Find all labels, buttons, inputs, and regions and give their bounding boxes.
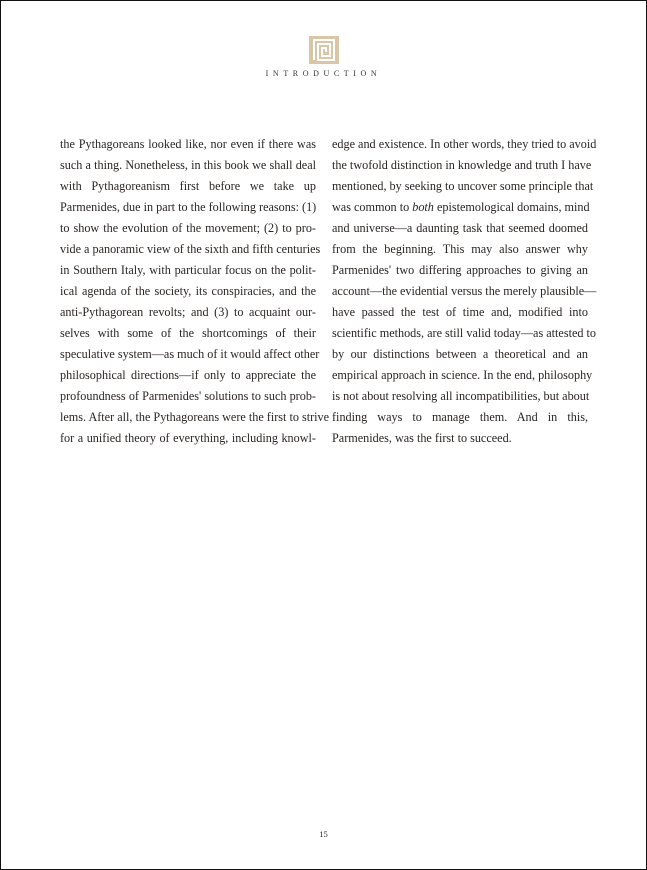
text-line: in Southern Italy, with particular focus on the polit-: [60, 263, 316, 277]
greek-key-ornament: [309, 36, 339, 64]
text-line: mentioned, by seeking to uncover some principle that: [332, 179, 594, 193]
text-line: speculative system—as much of it would affect other: [60, 347, 320, 361]
text-line: the Pythagoreans looked like, nor even if there was: [60, 137, 316, 151]
text-line: empirical approach in science. In the end, philosophy: [332, 368, 593, 382]
text-line: is not about resolving all incompatibilities, but about: [332, 389, 590, 403]
text-line: the twofold distinction in knowledge and truth I have: [332, 158, 592, 172]
text-line: from the beginning. This may also answer why: [332, 242, 588, 256]
text-line: vide a panoramic view of the sixth and fifth centuries: [60, 242, 321, 256]
text-segment: epistemological domains, mind: [433, 200, 590, 214]
text-line-with-emphasis: [332, 197, 588, 218]
text-line: scientific methods, are still valid today—as attested to: [332, 326, 596, 340]
text-line: selves with some of the shortcomings of their: [60, 326, 316, 340]
text-line: such a thing. Nonetheless, in this book we shall deal: [60, 158, 316, 172]
emphasis-word: both: [412, 200, 434, 214]
text-line: for a unified theory of everything, including knowl-: [60, 431, 316, 445]
text-line: by our distinctions between a theoretical and an: [332, 347, 588, 361]
page-number: 15: [319, 829, 328, 839]
text-line: philosophical directions—if only to appreciate the: [60, 368, 316, 382]
greek-key-icon: [309, 36, 339, 64]
text-line: with Pythagoreanism first before we take up: [60, 179, 316, 193]
text-line: profoundness of Parmenides' solutions to such prob-: [60, 389, 316, 403]
running-head: INTRODUCTION: [265, 69, 382, 78]
text-line: edge and existence. In other words, they tried to avoid: [332, 137, 597, 151]
text-line: lems. After all, the Pythagoreans were the first to strive: [60, 410, 330, 424]
text-line: account—the evidential versus the merely plausible—: [332, 284, 597, 298]
text-line: to show the evolution of the movement; (2) to pro-: [60, 221, 316, 235]
text-line: ical agenda of the society, its conspiracies, and the: [60, 284, 316, 298]
text-line: anti-Pythagorean revolts; and (3) to acquaint our-: [60, 305, 316, 319]
text-line: Parmenides' two differing approaches to giving an: [332, 263, 588, 277]
text-column-left: [60, 134, 330, 449]
text-line: have passed the test of time and, modified into: [332, 305, 588, 319]
text-line-final: Parmenides, was the first to succeed.: [332, 431, 512, 445]
text-line: finding ways to manage them. And in this,: [332, 410, 588, 424]
text-column-right: [332, 134, 597, 449]
text-line: Parmenides, due in part to the following reasons: (1): [60, 200, 317, 214]
text-line: and universe—a daunting task that seemed doomed: [332, 221, 588, 235]
text-segment: was common to: [332, 200, 413, 214]
